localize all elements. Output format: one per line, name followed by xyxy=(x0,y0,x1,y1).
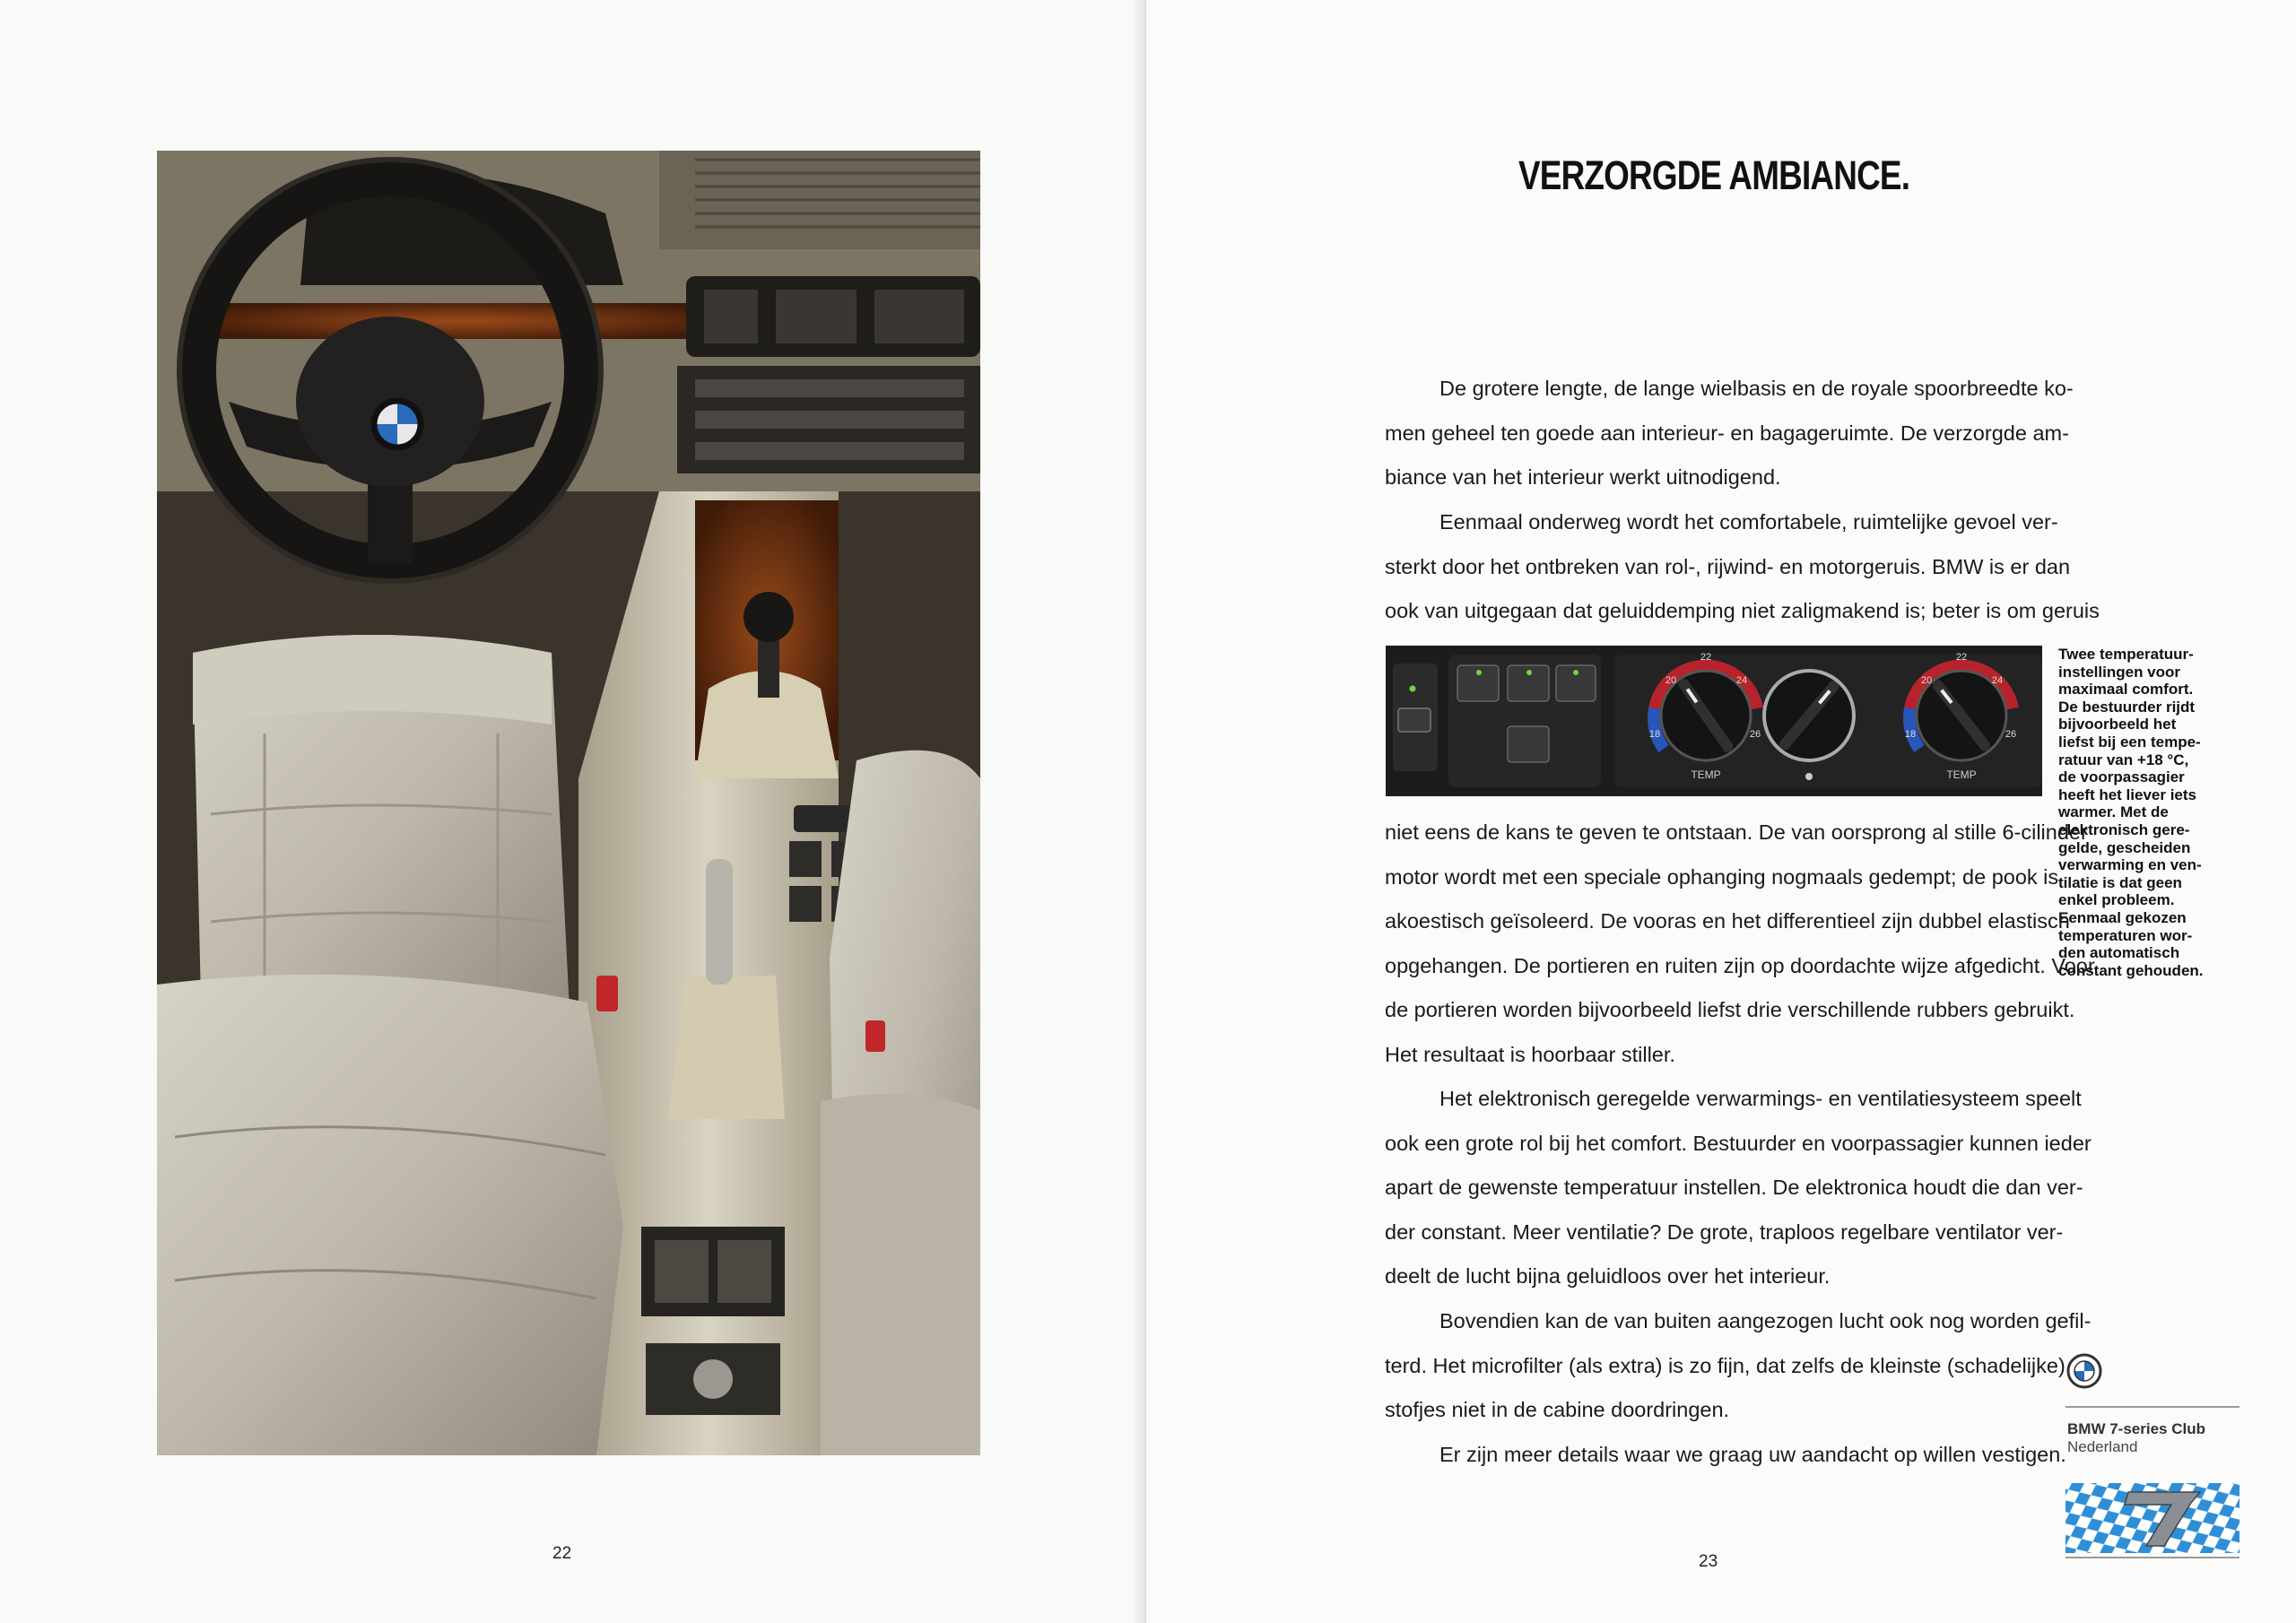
climate-panel-illustration xyxy=(1386,646,2042,796)
text-line: deelt de lucht bijna geluidloos over het interieur. xyxy=(1385,1264,1831,1288)
caption-line: Eenmaal gekozen xyxy=(2058,908,2187,926)
caption-line: constant gehouden. xyxy=(2058,961,2204,979)
paragraph-closing xyxy=(1385,1433,2066,1478)
caption-line: bijvoorbeeld het xyxy=(2058,716,2177,733)
paragraph-intro xyxy=(1385,367,2074,500)
text-line: Er zijn meer details waar we graag uw aandacht op willen vestigen. xyxy=(1439,1443,2066,1466)
text-line: Het resultaat is hoorbaar stiller. xyxy=(1385,1042,1675,1066)
fan-icon xyxy=(1805,773,1813,780)
text-line: men geheel ten goede aan interieur- en bagageruimte. De verzorgde am- xyxy=(1385,421,2069,445)
caption-line: instellingen voor xyxy=(2058,663,2181,681)
text-line: De grotere lengte, de lange wielbasis en de royale spoorbreedte ko- xyxy=(1439,377,2074,400)
text-line: terd. Het microfilter (als extra) is zo fijn, dat zelfs de kleinste (schadelijke) xyxy=(1385,1353,2066,1377)
caption-line: maximaal comfort. xyxy=(2058,681,2194,699)
caption-line: ratuur van +18 °C, xyxy=(2058,751,2189,768)
text-line: sterkt door het ontbreken van rol-, rijwind- en motorgeruis. BMW is er dan xyxy=(1385,554,2071,578)
paragraph-climate xyxy=(1385,1077,2092,1299)
caption-line: de voorpassagier xyxy=(2058,768,2185,786)
caption-line: Twee temperatuur- xyxy=(2058,646,2194,663)
dial-right-label-22: 22 xyxy=(1955,652,1968,663)
text-line: opgehangen. De portieren en ruiten zijn op doordachte wijze afgedicht. Voor xyxy=(1385,953,2095,977)
dial-right-label-24: 24 xyxy=(1991,675,2004,686)
text-line: Eenmaal onderweg wordt het comfortabele, ruimtelijke gevoel ver- xyxy=(1439,510,2058,534)
paragraph-noise-top xyxy=(1385,500,2100,634)
text-line: de portieren worden bijvoorbeeld liefst drie verschillende rubbers gebruikt. xyxy=(1385,998,2075,1021)
dial-left-label-20: 20 xyxy=(1665,675,1677,686)
dial-left-label-18: 18 xyxy=(1648,729,1661,740)
caption-line: elektronisch gere- xyxy=(2058,820,2190,838)
dial-right-label-26: 26 xyxy=(2005,729,2017,740)
caption-line: enkel probleem. xyxy=(2058,891,2175,909)
dial-right-label-20: 20 xyxy=(1920,675,1933,686)
text-line: stofjes niet in de cabine doordringen. xyxy=(1385,1398,1730,1421)
caption-line: tilatie is dat geen xyxy=(2058,873,2182,891)
text-line: Bovendien kan de van buiten aangezogen lucht ook nog worden gefil- xyxy=(1439,1309,2092,1332)
text-line: niet eens de kans te geven te ontstaan. De van oorsprong al stille 6-cilinder xyxy=(1385,820,2088,844)
paragraph-filter xyxy=(1385,1299,2092,1433)
page-number-left: 22 xyxy=(552,1544,572,1563)
caption-line: De bestuurder rijdt xyxy=(2058,698,2196,716)
interior-photo xyxy=(157,151,980,1455)
caption-line: liefst bij een tempe- xyxy=(2058,733,2201,751)
dial-left-label-26: 26 xyxy=(1749,729,1761,740)
dial-left-label-24: 24 xyxy=(1735,675,1748,686)
text-line: apart de gewenste temperatuur instellen. De elektronica houdt die dan ver- xyxy=(1385,1176,2083,1199)
left-page xyxy=(0,0,1146,1623)
panel-caption xyxy=(2058,646,2238,979)
club-name: BMW 7-series Club xyxy=(2067,1420,2205,1437)
temp-label-right: TEMP xyxy=(1946,768,1977,781)
text-line: der constant. Meer ventilatie? De grote, traploos regelbare ventilator ver- xyxy=(1385,1219,2064,1244)
text-line: ook een grote rol bij het comfort. Bestuurder en voorpassagier kunnen ieder xyxy=(1385,1131,2092,1155)
caption-line: temperaturen wor- xyxy=(2058,926,2193,944)
caption-line: verwarming en ven- xyxy=(2058,856,2202,874)
club-7-logo xyxy=(2066,1483,2239,1559)
bmw-roundel-icon xyxy=(2066,1353,2102,1389)
paragraph-noise-bottom xyxy=(1385,811,2095,1077)
text-line: ook van uitgegaan dat geluiddemping niet zaligmakend is; beter is om geruis xyxy=(1385,599,2100,622)
temp-label-left: TEMP xyxy=(1691,768,1721,781)
caption-line: warmer. Met de xyxy=(2058,803,2169,821)
text-line: biance van het interieur werkt uitnodigend. xyxy=(1385,465,1781,489)
dial-right-label-18: 18 xyxy=(1904,729,1917,740)
text-line: akoestisch geïsoleerd. De vooras en het differentieel zijn dubbel elastisch xyxy=(1385,909,2070,933)
dial-left-label-22: 22 xyxy=(1700,652,1712,663)
text-line: Het elektronisch geregelde verwarmings- en ventilatiesysteem speelt xyxy=(1439,1087,2082,1110)
climate-control-panel xyxy=(1386,646,2042,796)
caption-line: gelde, gescheiden xyxy=(2058,838,2191,856)
page-title: VERZORGDE AMBIANCE. xyxy=(1518,152,1910,198)
club-divider-top xyxy=(2066,1406,2239,1408)
club-country: Nederland xyxy=(2067,1438,2138,1455)
text-line: motor wordt met een speciale ophanging nogmaals gedempt; de pook is xyxy=(1385,864,2059,889)
caption-line: heeft het liever iets xyxy=(2058,785,2197,803)
caption-line: den automatisch xyxy=(2058,944,2180,962)
page-number-right: 23 xyxy=(1699,1552,1718,1571)
interior-illustration xyxy=(157,151,980,1455)
